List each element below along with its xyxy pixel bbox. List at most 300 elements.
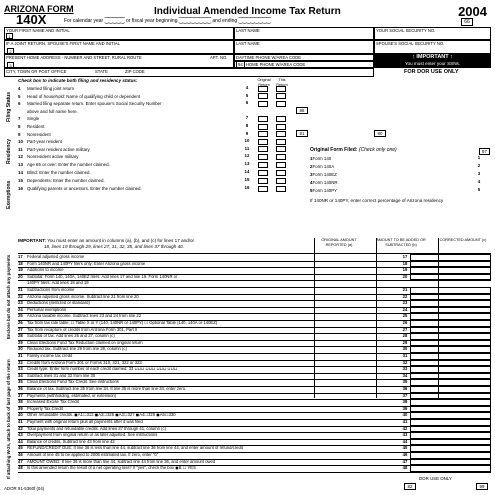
box-82: 82 <box>404 483 416 490</box>
line-number: 34 <box>18 372 23 378</box>
col-b-header: AMOUNT TO BE ADDED OR SUBTRACTED (b) <box>376 238 426 247</box>
line-number: 11 <box>18 146 23 152</box>
box-94: 94 <box>238 62 243 67</box>
line-number-right: 4 <box>245 85 249 90</box>
amount-line-row <box>18 307 66 314</box>
option-right-number: 2 <box>477 163 481 168</box>
amount-field[interactable] <box>410 307 491 314</box>
filing-this-checkbox[interactable] <box>276 101 286 107</box>
line-number-right: 11 <box>244 145 250 151</box>
filing-status-row <box>18 100 162 107</box>
line-text: Married filing joint return <box>27 86 75 91</box>
filing-this-checkbox[interactable] <box>276 86 286 92</box>
box-80: 80 <box>374 130 386 137</box>
residency-original-checkbox[interactable] <box>258 131 268 137</box>
line-number-right: 16 <box>244 185 250 190</box>
option-label: Form 140EZ <box>312 172 337 177</box>
amount-field[interactable] <box>410 327 491 334</box>
amount-line-row <box>18 353 72 360</box>
amount-line-row <box>18 294 139 301</box>
line-text: Dependents: Enter the number claimed. <box>27 178 105 183</box>
amount-field[interactable] <box>410 373 491 380</box>
amount-line-number: 35 <box>402 379 408 385</box>
amount-line-row <box>18 412 176 419</box>
important-note-text: You must enter an amount in columns (a), (b), and (c) for lines 17 and/or <box>47 238 195 243</box>
filing-original-checkbox[interactable] <box>258 93 268 99</box>
option-right-number: 3 <box>477 171 481 176</box>
option-right-number: 1 <box>477 155 481 160</box>
line-text: Blind: Enter the number claimed. <box>27 170 91 175</box>
amount-line-number: 46 <box>402 452 408 457</box>
amount-line-number: 39 <box>402 405 408 411</box>
line-text: Arizona taxable income. Subtract lines 23 and 24 from line 22 <box>27 313 142 319</box>
line-number: 38 <box>18 399 23 405</box>
exemption-this-box[interactable] <box>276 162 286 168</box>
exemption-this-box[interactable] <box>276 186 286 192</box>
line-text: AMOUNT OWED: If line 36 is more than line 44, subtract line 44 from line 36, and enter amount owed <box>27 458 216 464</box>
filing-status-vlabel: Filing Status <box>6 92 12 122</box>
line-number: 48 <box>18 465 23 471</box>
filing-original-checkbox[interactable] <box>258 86 268 92</box>
amount-field[interactable] <box>410 419 491 426</box>
amount-line-number: 41 <box>402 419 408 424</box>
line-text: Deductions (itemized or standard) <box>27 300 90 306</box>
amount-field[interactable] <box>410 254 491 261</box>
line-text: Tax from tax rate table: ☐ Table X or Y (140, 140NR or 140PY) ☐ Optional Table (140, 140A or 140EZ) <box>27 320 218 325</box>
line-number-right: 10 <box>244 138 250 143</box>
line-text: Subtractions from income <box>27 287 75 292</box>
exemption-original-box[interactable] <box>258 162 268 168</box>
amount-line-row <box>18 452 158 459</box>
amount-field[interactable] <box>410 412 491 419</box>
amount-line-number: 29 <box>402 339 408 345</box>
exemption-row <box>18 169 91 176</box>
amount-line-row <box>18 426 166 433</box>
home-phone-label: HOME PHONE W/AREA CODE <box>245 62 306 67</box>
residency-original-checkbox[interactable] <box>258 146 268 152</box>
line-text: Subtotal of tax. Add lines 26 and 27, column (c) <box>27 333 115 339</box>
line-number: 10 <box>18 139 23 144</box>
column-separator <box>376 238 377 398</box>
option-label: Form 140 <box>312 156 332 161</box>
line-text: Reduced tax. Subtract line 29 from line 28, column (c) <box>27 346 127 352</box>
amount-line-number: 47 <box>402 458 408 464</box>
amount-field[interactable] <box>410 333 491 340</box>
city-label: CITY, TOWN OR POST OFFICE <box>6 69 67 74</box>
line-text: Credit type: Enter form number of each credit claimed: 33 ⊔⊔⊔ ⊔⊔⊔ ⊔⊔⊔ ⊔⊔⊔ <box>27 366 178 372</box>
amount-line-row <box>18 287 74 294</box>
line-text: Clean Elections Fund Tax Reduction claimed on original return <box>27 339 143 345</box>
first-name-field[interactable] <box>4 27 234 40</box>
apt-label: APT. NO. <box>210 55 228 60</box>
filing-original-checkbox[interactable] <box>258 101 268 107</box>
spouse-first-name-field[interactable] <box>4 40 234 54</box>
original-form-subtitle: (Check only one) <box>358 147 397 153</box>
box-2: 2 <box>7 48 14 54</box>
original-form-option[interactable] <box>310 163 334 170</box>
line-number: 6 <box>18 101 21 106</box>
amount-field[interactable] <box>410 294 491 301</box>
amount-line-row <box>18 333 115 340</box>
line-number-right: 12 <box>244 153 250 158</box>
option-right-number: 4 <box>477 179 481 184</box>
amount-line-row <box>18 366 177 373</box>
original-form-option[interactable] <box>310 179 338 186</box>
day-phone-field[interactable] <box>234 54 374 61</box>
original-form-option[interactable] <box>310 155 331 162</box>
line-number: 7 <box>18 116 21 121</box>
last-name-field[interactable] <box>234 27 374 40</box>
line-number: 33 <box>18 366 23 372</box>
amount-line-number: 45 <box>402 445 408 451</box>
residency-row <box>18 131 51 138</box>
residency-row <box>18 123 44 130</box>
important-note-text2: 18, lines 19 through 29, lines 27, 31, 32, 35, and lines 37 through 40. <box>44 244 184 249</box>
exemption-this-box[interactable] <box>276 178 286 184</box>
filing-this-checkbox[interactable] <box>276 93 286 99</box>
line-text: Overpayment from original return or as later adjusted. See instructions <box>27 432 158 438</box>
line-number: 19 <box>18 267 23 273</box>
filing-heading: Check box to indicate both filing and residency status: <box>18 78 138 83</box>
line-number-right: 8 <box>245 123 249 128</box>
line-text: Married filing separate return. Enter spouse's Social Security Number <box>27 101 162 106</box>
line-text: Credits from Arizona Form 301 or Forms 310, 321, 322 or 323 <box>27 359 142 365</box>
line-text: Clean Elections Fund Tax Credit. See instructions <box>27 379 119 385</box>
amount-line-number: 18 <box>402 260 408 266</box>
line-number: 32 <box>18 359 23 365</box>
amount-line-row <box>18 340 143 347</box>
amount-area-border <box>18 253 491 254</box>
line-number: 15 <box>18 178 23 183</box>
line-number: 35 <box>18 379 23 385</box>
line-text: Tax from recapture of credits from Arizona Form 301, Part II <box>27 326 138 332</box>
amount-field[interactable] <box>410 406 491 413</box>
box-66: 66 <box>461 18 473 26</box>
amount-field[interactable] <box>410 261 491 268</box>
tax-year: 2004 <box>458 4 487 19</box>
important-note-label: IMPORTANT: <box>18 238 46 243</box>
line-number: 17 <box>18 254 23 259</box>
amount-line-row <box>18 267 64 274</box>
home-phone-field[interactable] <box>234 61 374 68</box>
line-number: 44 <box>18 438 23 444</box>
amount-field[interactable] <box>410 379 491 386</box>
amount-line-number: 42 <box>402 425 408 431</box>
residency-this-checkbox[interactable] <box>276 146 286 152</box>
amount-field[interactable] <box>410 313 491 320</box>
option-label: Form 140A <box>312 164 335 169</box>
option-number: 1 <box>310 156 313 161</box>
col-this-return: This Return <box>276 78 288 87</box>
exemption-row <box>18 185 142 192</box>
amount-field[interactable] <box>410 445 491 452</box>
amount-line-number: 40 <box>402 412 408 418</box>
important-title: IMPORTANT <box>416 54 449 60</box>
option-number: 2 <box>310 164 313 169</box>
exemption-row <box>18 161 110 168</box>
line-text: Subtract lines 31 and 32 from line 30 <box>27 372 96 378</box>
amount-field[interactable] <box>410 287 491 294</box>
filing-this-checkbox[interactable] <box>276 116 286 122</box>
line-number: 31 <box>18 353 23 358</box>
amount-field[interactable] <box>410 439 491 446</box>
form-label: ARIZONA FORM <box>4 4 74 14</box>
spouse-last-label: LAST NAME <box>236 41 260 46</box>
line-text: Nonresident active military <box>27 154 79 159</box>
line-text: Personal exemptions <box>27 306 67 312</box>
line-number: 40 <box>18 412 23 418</box>
residency-this-checkbox[interactable] <box>276 131 286 137</box>
amount-line-row <box>18 459 215 466</box>
amount-line-row <box>18 379 119 386</box>
option-label: Form 140NR <box>312 180 338 185</box>
line-text: Payment with original return plus all payments after it was filed <box>27 419 143 424</box>
amount-field[interactable] <box>410 340 491 347</box>
amount-field[interactable] <box>410 426 491 433</box>
form-title: Individual Amended Income Tax Return <box>154 6 341 17</box>
state-label: STATE <box>95 69 108 74</box>
line-number: 36 <box>18 386 23 391</box>
col-c-header: CORRECTED AMOUNT (c) <box>439 238 487 242</box>
form-code: ADOR 91-5360f (04) <box>4 486 45 491</box>
option-right-number: 5 <box>477 187 481 192</box>
residency-original-checkbox[interactable] <box>258 124 268 130</box>
line-number-right: 7 <box>245 115 249 120</box>
footer-dor-only: DOR USE ONLY <box>419 476 452 481</box>
day-phone-label: DAYTIME PHONE W/AREA CODE <box>236 55 302 60</box>
amount-line-row <box>18 300 90 307</box>
box-1: 1 <box>6 33 13 39</box>
filing-original-checkbox[interactable] <box>258 116 268 122</box>
line-number: 42 <box>18 425 23 431</box>
exemption-row <box>18 177 105 184</box>
calendar-year-line[interactable]: For calendar year ⁐⁐⁐⁐⁐ or fiscal year beginning ⁐⁐⁐⁐⁐⁐⁐⁐ and ending ⁐⁐⁐⁐⁐⁐⁐⁐ <box>64 18 271 24</box>
amount-field[interactable] <box>410 274 491 281</box>
address-field[interactable] <box>4 54 234 68</box>
amount-field[interactable] <box>410 465 491 472</box>
line-text: Age 65 or over: Enter the number claimed. <box>27 162 110 167</box>
ssn-field[interactable] <box>374 27 491 40</box>
original-form-title: Original Form Filed: <box>310 147 358 153</box>
line-number: 29 <box>18 339 23 345</box>
line-number: 37 <box>18 392 23 398</box>
line-number: 24 <box>18 306 23 312</box>
option-label: Form 140PY <box>312 188 338 193</box>
box-3: 3 <box>7 62 14 68</box>
line-text: Additions to income <box>27 267 64 273</box>
line-number: 27 <box>18 326 23 332</box>
line-number: 4 <box>18 86 21 91</box>
amount-line-number: 36 <box>402 386 408 391</box>
amount-line-number: 37 <box>402 392 408 398</box>
zip-label: ZIP CODE <box>125 69 145 74</box>
line-text: Balance of credits. Subtract line 43 from line 42 <box>27 438 115 444</box>
amount-line-row <box>18 274 177 281</box>
amount-line-row <box>18 393 116 400</box>
col-original-return: Original Return <box>257 78 271 87</box>
amount-line-row <box>18 280 89 287</box>
residency-this-checkbox[interactable] <box>276 154 286 160</box>
side-label-payments: Enclose but do not attach any payments <box>6 254 11 339</box>
spouse-first-label: IF A JOINT RETURN, SPOUSE'S FIRST NAME AND INITIAL <box>6 41 120 46</box>
residency-original-checkbox[interactable] <box>258 139 268 145</box>
line-number-right: 15 <box>244 177 250 182</box>
line-number: 8 <box>18 124 21 129</box>
amount-line-row <box>18 373 95 380</box>
amount-line-row <box>18 439 115 446</box>
amount-line-number: 43 <box>402 432 408 438</box>
amount-line-row <box>18 419 143 426</box>
address-label: PRESENT HOME ADDRESS - NUMBER AND STREET, RURAL ROUTE <box>6 55 142 60</box>
amount-line-number: 33 <box>402 366 408 372</box>
amount-line-number: 17 <box>402 254 408 259</box>
amount-line-number: 28 <box>402 333 408 339</box>
line-text: Single <box>27 116 40 121</box>
line-text: Is this amended return the result of a net operating loss? If "yes", check the box ◼B ☐ YES <box>27 465 196 471</box>
line-text: REFUND/CREDIT DUE: If line 36 is less than line 44, subtract line 36 from line 44, and enter amount of refund/credit <box>27 445 243 451</box>
amount-field[interactable] <box>410 267 491 274</box>
line-text: Amount of line 45 to be applied to 2005 estimated tax. If zero, enter "0" <box>27 452 159 457</box>
line-number: 14 <box>18 170 23 175</box>
amount-line-number: 31 <box>402 353 408 358</box>
amount-field[interactable] <box>410 320 491 327</box>
line-number: 21 <box>18 287 23 292</box>
line-number: 23 <box>18 300 23 306</box>
amount-line-row <box>18 360 142 367</box>
line-text: Arizona adjusted gross income. Subtract line 21 from line 20 <box>27 293 139 299</box>
residency-this-checkbox[interactable] <box>276 139 286 145</box>
line-text: Family income tax credit <box>27 353 73 358</box>
line-number: 26 <box>18 320 23 325</box>
line-number: 13 <box>18 162 23 167</box>
amount-line-number: 30 <box>402 346 408 352</box>
amount-line-row <box>18 261 145 268</box>
amount-field[interactable] <box>410 300 491 307</box>
dor-use-only: FOR DOR USE ONLY <box>404 69 459 75</box>
line-text: Property Tax Credit <box>27 405 63 411</box>
line-text: Total payments and refundable credits. Add lines 37 through 41, column (c) <box>27 425 166 431</box>
amount-field[interactable] <box>410 399 491 406</box>
line-text: Form 140NR and 140PY filers only: Enter Arizona gross income <box>27 260 146 266</box>
filing-status-row <box>18 93 140 100</box>
line-number: 9 <box>18 131 21 137</box>
exemptions-vlabel: Exemptions <box>6 180 12 209</box>
line-number: 30 <box>18 346 23 352</box>
amount-line-row <box>18 346 127 353</box>
line-text: Federal adjusted gross income <box>27 254 85 259</box>
line-text: above and full name here. <box>27 108 78 114</box>
exemption-original-box[interactable] <box>258 178 268 184</box>
residency-original-checkbox[interactable] <box>258 154 268 160</box>
first-name-label: YOUR FIRST NAME AND INITIAL <box>6 28 70 33</box>
residency-row <box>18 153 79 160</box>
line-number: 46 <box>18 452 23 457</box>
line-number-right: 13 <box>244 161 250 166</box>
amount-field[interactable] <box>410 386 491 393</box>
line-number: 16 <box>18 186 23 191</box>
amount-line-number: 23 <box>402 300 408 306</box>
line-text: Part-year resident active military <box>27 146 90 152</box>
amount-line-number: 27 <box>402 326 408 332</box>
line-number: 47 <box>18 458 23 464</box>
exemption-original-box[interactable] <box>258 186 268 192</box>
original-form-option[interactable] <box>310 187 337 194</box>
amount-field[interactable] <box>410 452 491 459</box>
line-number: 25 <box>18 313 23 319</box>
exemption-original-box[interactable] <box>258 170 268 176</box>
filing-status-row <box>18 115 39 122</box>
amount-field[interactable] <box>410 360 491 367</box>
line-text: Resident <box>27 124 45 129</box>
amount-line-number: 32 <box>402 359 408 365</box>
spouse-ssn-field[interactable] <box>374 40 491 54</box>
exemption-this-box[interactable] <box>276 170 286 176</box>
line-text: Subtotal: Form 140, 140A, 140EZ filers: Add lines 17 and line 19. Form 140NR or <box>27 273 178 279</box>
amount-line-number: 38 <box>402 399 408 405</box>
amount-field[interactable] <box>410 432 491 439</box>
box-97: 97 <box>479 148 490 155</box>
amount-field[interactable] <box>410 366 491 373</box>
amount-line-number: 22 <box>402 293 408 299</box>
line-text: Other refundable credits. ◼A1☐313 ◼A2☐326 ◼A3☐327 ◼A4☐329 ◼A5☐330 <box>27 412 176 418</box>
amount-field[interactable] <box>410 393 491 400</box>
box-88: 88 <box>296 107 308 114</box>
form-number: 140X <box>16 12 47 27</box>
residency-percentage-note: If 140NR or 140PY, enter correct percentage of Arizona residency <box>310 198 444 203</box>
line-number: 41 <box>18 419 23 424</box>
side-label-w2: If attaching W-2s, attach to back of last page of the return <box>6 359 11 479</box>
line-number: 39 <box>18 405 23 411</box>
original-form-heading <box>310 147 397 153</box>
amount-line-row <box>18 320 217 327</box>
line-number-right: 14 <box>244 169 250 174</box>
residency-this-checkbox[interactable] <box>276 124 286 130</box>
amount-line-number: 20 <box>402 273 408 279</box>
amount-field[interactable] <box>410 346 491 353</box>
residency-row <box>18 146 90 153</box>
line-text: Qualifying parents or ancestors. Enter the number claimed. <box>27 186 142 191</box>
residency-row <box>18 138 62 145</box>
line-text: Payments (withholding, estimated, or extension) <box>27 392 117 398</box>
spouse-last-name-field[interactable] <box>234 40 374 54</box>
line-text: Increased Excise Tax Credit <box>27 399 79 405</box>
line-number-right: 6 <box>245 100 249 105</box>
important-note <box>18 238 308 250</box>
amount-field[interactable] <box>410 459 491 466</box>
city-field[interactable] <box>4 68 374 77</box>
line-number: 20 <box>18 273 23 279</box>
line-number: 28 <box>18 333 23 339</box>
column-separator <box>438 238 439 398</box>
amount-field[interactable] <box>410 353 491 360</box>
amount-line-number: 25 <box>402 313 408 319</box>
important-text: You must enter your SSNs. <box>404 61 461 66</box>
box-99: 99 <box>476 483 488 490</box>
residency-vlabel: Residency <box>6 138 12 164</box>
amount-line-number: 21 <box>402 287 408 292</box>
original-form-option[interactable] <box>310 171 337 178</box>
line-text: Head of household: Name of qualifying child or dependent <box>27 93 141 99</box>
option-number: 4 <box>310 180 313 185</box>
option-number: 5 <box>310 188 313 193</box>
amount-line-row <box>18 399 79 406</box>
line-text: Balance of tax. Subtract line 35 from line 34. If line 35 is more than line 34, enter zero. <box>27 386 187 391</box>
box-81: 81 <box>296 130 308 137</box>
col-a-header: ORIGINAL AMOUNT REPORTED (a) <box>321 238 357 247</box>
last-name-label: LAST NAME <box>236 28 260 33</box>
amount-line-row <box>18 254 84 261</box>
amount-line-row <box>18 432 157 439</box>
